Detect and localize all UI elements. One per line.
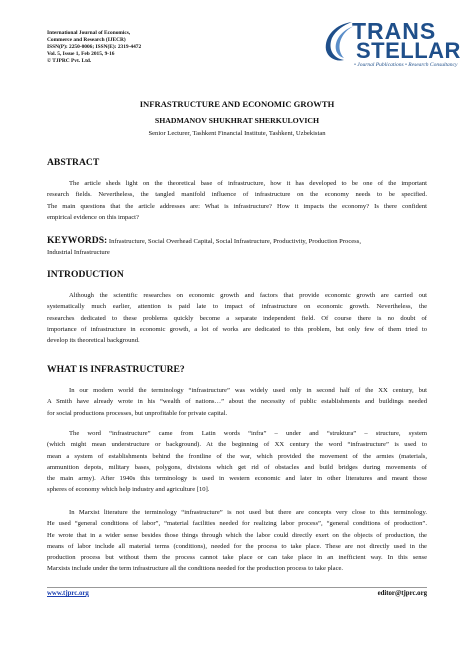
journal-line: © TJPRC Pvt. Ltd. [47, 58, 92, 64]
abstract-line: The article sheds light on the theoretical base of infrastructure, how it has developed to be one of the important [69, 180, 427, 187]
paragraph-line: Marxists include under the term infrastructure all the conditions needed for the production process to take place. [47, 565, 344, 573]
journal-line: Commerce and Research (IJECR) [47, 37, 126, 43]
keywords-text: Infrastructure, Social Overhead Capital, Social Infrastructure, Productivity, Production Process, [107, 238, 361, 245]
paragraph-line: The word “infrastructure” came from Latin words “infra” – under and “struktura” – structure, system [69, 430, 427, 437]
footer-email: editor@tjprc.org [377, 590, 427, 597]
introduction-line: systematically much earlier, attention is paid late to impact of infrastructure on economic growth. Nevertheless, the [47, 303, 427, 311]
introduction-line: researches dedicated to these problems quickly become a separate independent field. Of course there is no doubt of [47, 314, 427, 322]
journal-line: International Journal of Economics, [47, 30, 131, 36]
paragraph-line: mean a system of establishments behind the frontline of the war, which provided the movement of the armies (materials, [47, 452, 427, 460]
paragraph-line: In Marxist literature the terminology “infrastructure” is not used but there are concepts very close to this terminology. [69, 509, 427, 516]
author-affiliation: Senior Lecturer, Tashkent Financial Institute, Tashkent, Uzbekistan [148, 130, 326, 137]
paragraph-line: for social productions processes, but unprofitable for private capital. [47, 409, 228, 417]
paragraph-line: (which might mean understructure or background). At the beginning of XX century the word “infrastructure” is used to [47, 441, 427, 449]
introduction-line: Although the scientific researches on economic growth and factors that provide economic growth are carried out [69, 292, 427, 299]
introduction-line: importance of infrastructure in economic growth, a lot of works are dedicated to this problem, but only few of them tried to [47, 325, 427, 333]
abstract-line: research fields. Nevertheless, the tangled manifold influence of infrastructure on the economy needs to be specified. [47, 191, 427, 199]
paragraph-line: means of labor include all material terms (conditions), needed for the process to take place. These are not directly used in the [47, 542, 427, 550]
section-heading: WHAT IS INFRASTRUCTURE? [47, 364, 185, 375]
logo-tagline: • Journal Publications • Research Consultancy [354, 62, 458, 68]
introduction-body [47, 290, 427, 346]
journal-line: Vol. 5, Issue 1, Feb 2015, 9-16 [47, 51, 115, 57]
introduction-line: develop its theoretical background. [47, 337, 140, 345]
paragraph-line: spheres of economy which help industry and agriculture [10]. [47, 486, 210, 494]
paragraph-line: production process but without them the process cannot take place or can take place in an inefficient way. In this sense [47, 554, 427, 562]
journal-line: ISSN(P): 2250-0006; ISSN(E): 2319-4472 [47, 44, 142, 50]
publisher-logo [318, 16, 461, 76]
paragraph-line: the main army). After 1940s this terminology is used in western economic and later in other literatures and meant those [47, 475, 427, 483]
section-paragraph-2 [47, 428, 427, 496]
section-paragraph-1 [47, 385, 427, 419]
keywords-label: KEYWORDS: [47, 235, 108, 246]
paragraph-line: ammunition depots, military bases, polygons, divisions which get rid of obstacles and build bridges during movements of [47, 463, 427, 471]
footer-divider [47, 587, 427, 588]
paragraph-line: He wrote that in a wider sense besides those things through which the labor could directly exert on the objects of production, the [47, 531, 427, 539]
footer-website-link[interactable]: www.tjprc.org [47, 590, 89, 597]
journal-info [47, 30, 267, 65]
paper-title: INFRASTRUCTURE AND ECONOMIC GROWTH [139, 99, 335, 109]
keywords-text-continued: Industrial Infrastructure [47, 249, 110, 256]
abstract-heading: ABSTRACT [47, 157, 100, 168]
paper-author: SHADMANOV SHUKHRAT SHERKULOVICH [154, 116, 320, 125]
abstract-line: The main questions that the article addresses are: What is infrastructure? How it impacts the economy? Is there confident [47, 202, 427, 210]
paragraph-line: In our modern world the terminology “infrastructure” was widely used only in second half of the XX century, but [69, 387, 427, 394]
logo-word-trans: TRANS [352, 18, 437, 44]
abstract-line: empirical evidence on this impact? [47, 213, 139, 221]
paragraph-line: He used “general conditions of labor”, “material facilities needed for realizing labor process”, “general conditions of production”. [47, 520, 427, 528]
keywords-block [47, 235, 437, 258]
section-paragraph-3 [47, 507, 427, 575]
introduction-heading: INTRODUCTION [47, 269, 124, 280]
paragraph-line: A Smith have already wrote in his “wealth of nations…” about the necessity of public establishments and buildings needed [47, 398, 427, 406]
logo-word-stellar: STELLAR [356, 38, 461, 63]
abstract-body [47, 178, 427, 223]
